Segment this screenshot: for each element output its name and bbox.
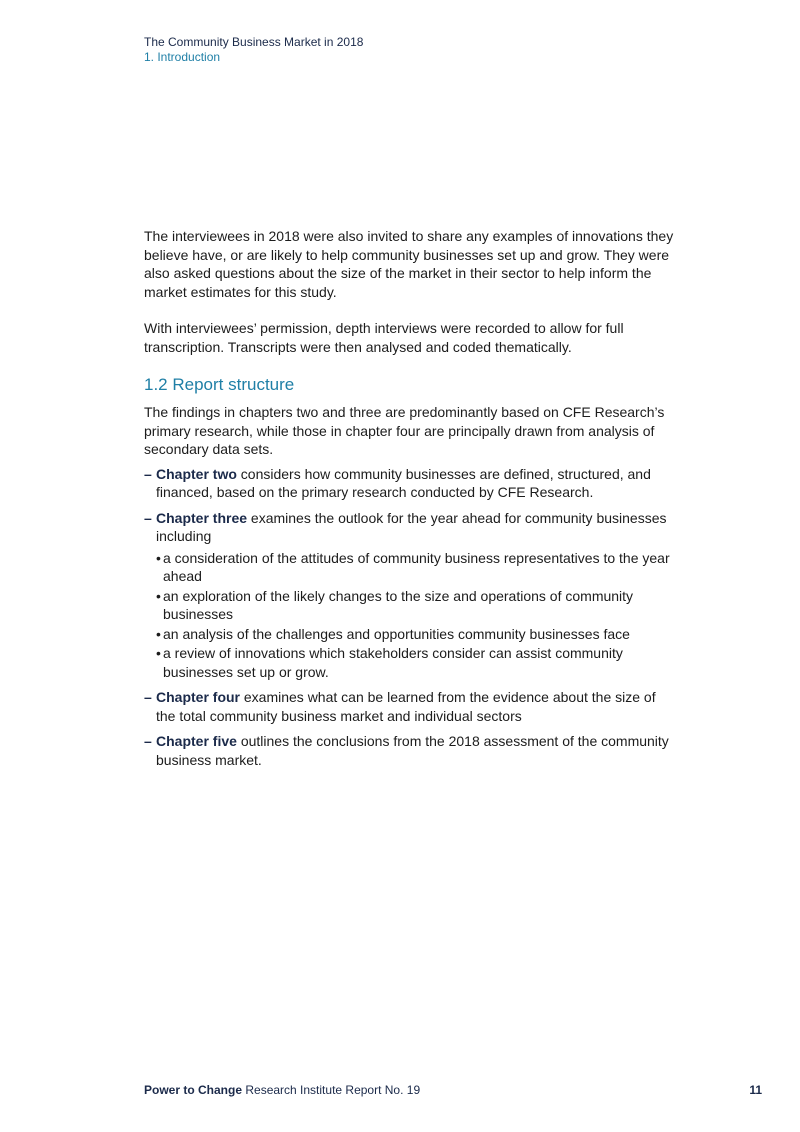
chapter-name: Chapter five bbox=[156, 733, 237, 749]
section-label: 1. Introduction bbox=[144, 50, 221, 64]
chapter-item-four bbox=[144, 688, 674, 725]
chapter-list bbox=[144, 465, 674, 770]
dash-marker: – bbox=[144, 733, 152, 749]
page-footer bbox=[144, 1083, 762, 1098]
chapter-item-three bbox=[144, 509, 674, 682]
list-item-text: an analysis of the challenges and opportunities community businesses face bbox=[163, 625, 630, 642]
dash-marker: – bbox=[144, 509, 152, 526]
dash-marker: – bbox=[144, 465, 152, 482]
list-item bbox=[156, 587, 674, 624]
section-heading: 1.2 Report structure bbox=[144, 375, 295, 394]
footer-report-title: Research Institute Report No. 19 bbox=[245, 1083, 421, 1097]
chapter-description: considers how community businesses are defined, structured, and financed, based on the primary research conducted by CFE Research. bbox=[156, 465, 651, 500]
list-item-text: a consideration of the attitudes of community business representatives to the year ahead bbox=[163, 549, 670, 584]
paragraph-innovations: The interviewees in 2018 were also invited to share any examples of innovations they believe have, or are likely to help community businesses set up and grow. They were also asked questions about the size of the market in their sector to help inform the market estimates for this study. bbox=[144, 228, 674, 300]
paragraph-transcription: With interviewees’ permission, depth interviews were recorded to allow for full transcription. Transcripts were then analysed and coded thematically. bbox=[144, 320, 624, 355]
bullet-marker: • bbox=[156, 549, 161, 566]
paragraph-report-intro: The findings in chapters two and three are predominantly based on CFE Research’s primary research, while those in chapter four are principally drawn from analysis of secondary data sets. bbox=[144, 404, 665, 457]
bullet-marker: • bbox=[156, 645, 161, 661]
page-number: 11 bbox=[749, 1083, 762, 1097]
chapter-item-five bbox=[144, 732, 674, 769]
page-content bbox=[144, 227, 674, 776]
chapter-item-two bbox=[144, 465, 674, 502]
list-item bbox=[156, 644, 674, 681]
dash-marker: – bbox=[144, 689, 152, 705]
running-header bbox=[144, 35, 363, 65]
list-item-text: a review of innovations which stakeholders consider can assist community businesses set up or grow. bbox=[163, 645, 623, 680]
list-item bbox=[156, 625, 674, 644]
chapter-name: Chapter two bbox=[156, 465, 237, 482]
chapter-description: outlines the conclusions from the 2018 assessment of the community business market. bbox=[156, 733, 669, 768]
chapter-description: examines what can be learned from the evidence about the size of the total community business market and individual sectors bbox=[156, 689, 656, 724]
list-item-text: an exploration of the likely changes to the size and operations of community businesses bbox=[163, 587, 634, 622]
list-item bbox=[156, 549, 674, 586]
chapter-three-sublist bbox=[156, 549, 674, 682]
chapter-description: examines the outlook for the year ahead for community businesses including bbox=[156, 509, 667, 544]
footer-brand: Power to Change bbox=[144, 1083, 243, 1097]
bullet-marker: • bbox=[156, 587, 161, 604]
bullet-marker: • bbox=[156, 625, 161, 642]
document-title: The Community Business Market in 2018 bbox=[144, 35, 364, 49]
chapter-name: Chapter three bbox=[156, 509, 248, 526]
chapter-name: Chapter four bbox=[156, 689, 240, 705]
